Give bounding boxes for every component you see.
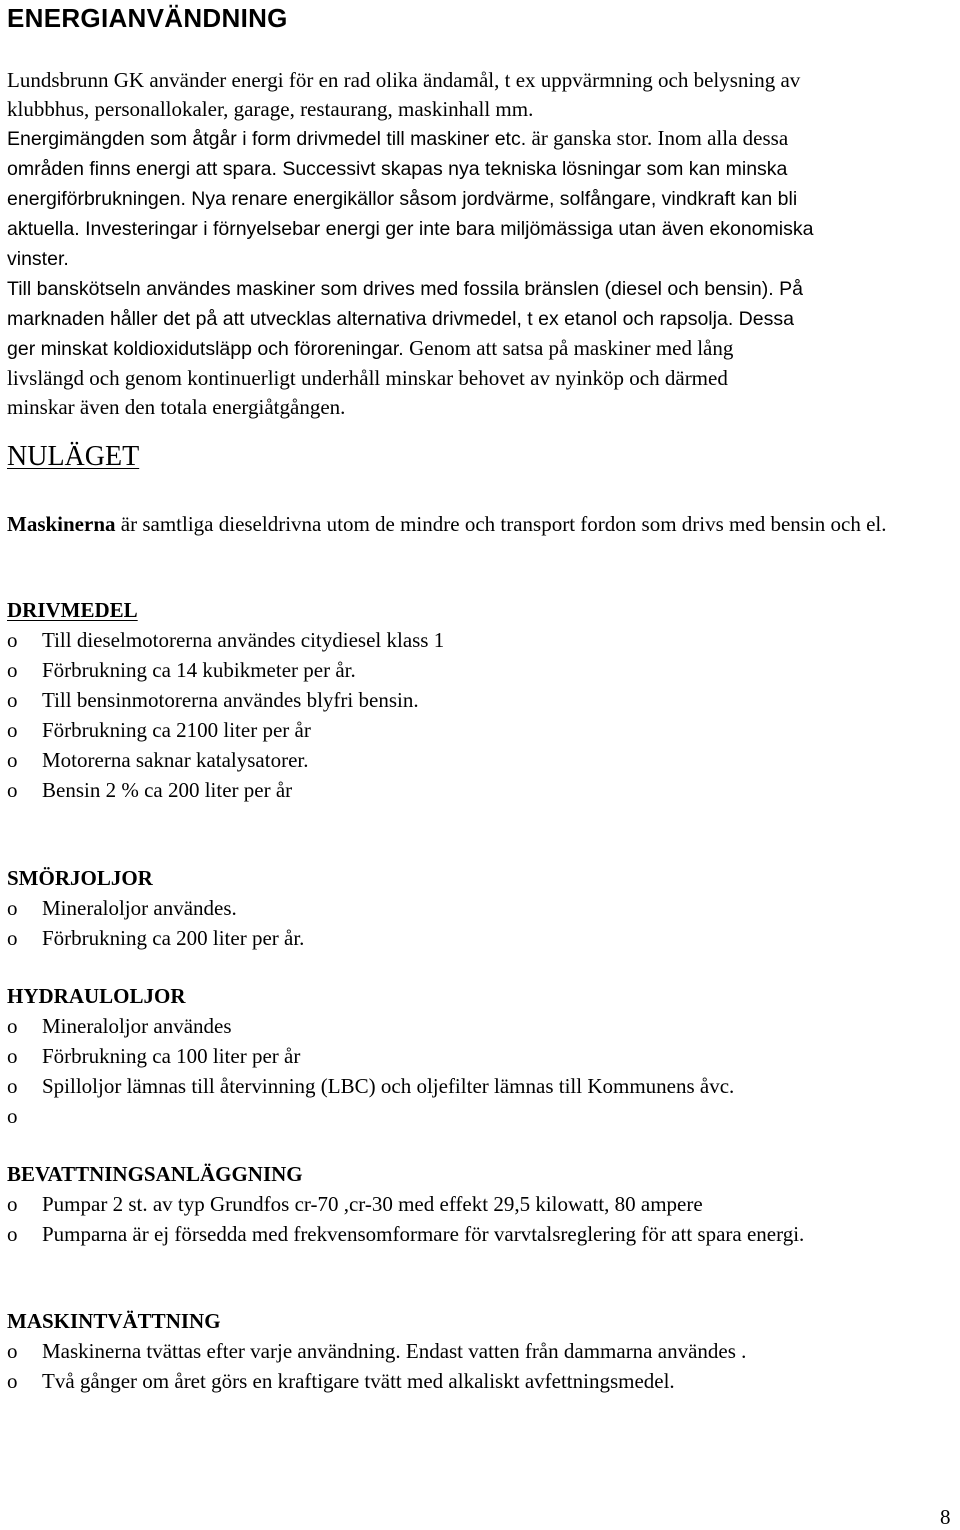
list-item <box>7 715 947 745</box>
intro-paragraph <box>7 66 952 422</box>
bullet-icon: o <box>7 688 18 712</box>
intro-text-segment: minskar även den totala energiåtgången. <box>7 395 346 419</box>
list-item-text: Till dieselmotorerna användes citydiesel klass 1 <box>42 628 445 652</box>
list-item-text: Två gånger om året görs en kraftigare tvätt med alkaliskt avfettningsmedel. <box>42 1369 675 1393</box>
bullet-icon: o <box>7 628 18 652</box>
list-item <box>7 1336 947 1366</box>
list-item <box>7 1041 947 1071</box>
page-number: 8 <box>940 1505 951 1529</box>
bevattning-list <box>7 1189 947 1249</box>
list-item-text: Spilloljor lämnas till återvinning (LBC) och oljefilter lämnas till Kommunens åvc. <box>42 1074 735 1098</box>
bullet-icon: o <box>7 896 18 920</box>
list-item-text: Pumpar 2 st. av typ Grundfos cr-70 ,cr-30 med effekt 29,5 kilowatt, 80 ampere <box>42 1192 703 1216</box>
list-item-text: Förbrukning ca 100 liter per år <box>42 1044 301 1068</box>
list-item-text <box>42 1101 947 1131</box>
intro-line <box>7 364 952 393</box>
list-item-text: Till bensinmotorerna användes blyfri bensin. <box>42 688 419 712</box>
intro-text-segment: områden finns energi att spara. <box>7 158 283 180</box>
intro-line <box>7 66 952 95</box>
intro-line <box>7 95 952 124</box>
bullet-icon: o <box>7 1339 18 1363</box>
intro-text-segment: ger minskat koldioxidutsläpp och föroreningar. <box>7 338 410 360</box>
intro-text-segment: Lundsbrunn GK använder energi för en rad olika ändamål, t ex uppvärmning och belysning av <box>7 68 801 92</box>
list-item <box>7 1101 947 1131</box>
intro-text-segment: Investeringar i förnyelsebar energi ger inte bara miljömässiga utan även ekonomiska <box>85 218 814 240</box>
nulaget-heading: NULÄGET <box>7 441 140 472</box>
bullet-icon: o <box>7 1222 18 1246</box>
maskintvattning-heading: MASKINTVÄTTNING <box>7 1309 221 1333</box>
bullet-icon: o <box>7 1369 18 1393</box>
intro-line <box>7 304 952 334</box>
intro-text-segment: Genom att satsa på maskiner med lång <box>409 336 734 360</box>
intro-text-segment: vinster. <box>7 248 69 270</box>
intro-text-segment: klubbhus, personallokaler, garage, restaurang, maskinhall mm. <box>7 97 534 121</box>
list-item <box>7 1189 947 1219</box>
bullet-icon: o <box>7 778 18 802</box>
list-item-text: Bensin 2 % ca 200 liter per år <box>42 778 293 802</box>
list-item <box>7 1011 947 1041</box>
list-item <box>7 685 947 715</box>
intro-text-segment: Energimängden som åtgår i form drivmedel till maskiner etc. <box>7 128 532 150</box>
intro-text-segment: är ganska stor. Inom alla dessa <box>531 126 789 150</box>
list-item-text: Maskinerna tvättas efter varje användning. Endast vatten från dammarna användes . <box>42 1339 747 1363</box>
bullet-icon: o <box>7 718 18 742</box>
bullet-icon: o <box>7 748 18 772</box>
list-item <box>7 923 947 953</box>
bullet-icon: o <box>7 1074 18 1098</box>
intro-line <box>7 124 952 154</box>
list-item-text: Mineraloljor användes. <box>42 896 237 920</box>
hydrauloljor-heading: HYDRAULOLJOR <box>7 984 186 1008</box>
maskinerna-text: är samtliga dieseldrivna utom de mindre och transport fordon som drivs med bensin och el. <box>115 512 887 536</box>
maskintvattning-section <box>7 1306 947 1396</box>
bullet-icon: o <box>7 1192 18 1216</box>
bullet-icon: o <box>7 926 18 950</box>
list-item-text: Mineraloljor användes <box>42 1014 232 1038</box>
intro-text-segment: Nya renare energikällor såsom jordvärme, solfångare, vindkraft kan bli <box>191 188 798 210</box>
intro-line <box>7 334 952 364</box>
intro-text-segment: aktuella. <box>7 218 86 240</box>
maskinerna-label: Maskinerna <box>7 512 116 536</box>
list-item <box>7 655 947 685</box>
intro-line <box>7 274 952 304</box>
intro-text-segment: Successivt skapas nya tekniska lösningar som kan minska <box>282 158 788 180</box>
hydrauloljor-list <box>7 1011 947 1131</box>
intro-line <box>7 393 952 422</box>
intro-line <box>7 184 952 214</box>
bevattning-heading: BEVATTNINGSANLÄGGNING <box>7 1162 303 1186</box>
intro-text-segment: På <box>779 278 803 300</box>
bevattning-section <box>7 1159 947 1249</box>
list-item <box>7 775 947 805</box>
list-item-text: Förbrukning ca 14 kubikmeter per år. <box>42 658 356 682</box>
list-item <box>7 893 947 923</box>
maskinerna-paragraph <box>7 509 947 539</box>
list-item <box>7 1219 947 1249</box>
drivmedel-list <box>7 625 947 805</box>
intro-text-segment: marknaden håller det på att utvecklas alternativa drivmedel, t ex etanol och rapsolja. <box>7 308 739 330</box>
intro-text-segment: livslängd och genom kontinuerligt underhåll minskar behovet av nyinköp och därmed <box>7 366 728 390</box>
list-item <box>7 1366 947 1396</box>
list-item-text: Motorerna saknar katalysatorer. <box>42 748 309 772</box>
smorjoljor-section <box>7 863 947 953</box>
page-title: ENERGIANVÄNDNING <box>7 3 288 33</box>
drivmedel-section <box>7 595 947 805</box>
intro-line <box>7 214 952 244</box>
drivmedel-heading: DRIVMEDEL <box>7 598 138 622</box>
hydrauloljor-section <box>7 981 947 1131</box>
bullet-icon: o <box>7 658 18 682</box>
list-item <box>7 625 947 655</box>
list-item <box>7 745 947 775</box>
bullet-icon: o <box>7 1014 18 1038</box>
maskintvattning-list <box>7 1336 947 1396</box>
intro-text-segment: Dessa <box>738 308 794 330</box>
smorjoljor-list <box>7 893 947 953</box>
intro-text-segment: Till banskötseln användes maskiner som drives med fossila bränslen (diesel och bensin). <box>7 278 780 300</box>
list-item-text: Pumparna är ej försedda med frekvensomformare för varvtalsreglering för att spara energi. <box>42 1222 805 1246</box>
list-item-text: Förbrukning ca 2100 liter per år <box>42 718 311 742</box>
bullet-icon: o <box>7 1104 18 1128</box>
intro-line <box>7 244 952 274</box>
list-item <box>7 1071 947 1101</box>
list-item-text: Förbrukning ca 200 liter per år. <box>42 926 305 950</box>
intro-line <box>7 154 952 184</box>
intro-text-segment: energiförbrukningen. <box>7 188 192 210</box>
smorjoljor-heading: SMÖRJOLJOR <box>7 866 153 890</box>
bullet-icon: o <box>7 1044 18 1068</box>
